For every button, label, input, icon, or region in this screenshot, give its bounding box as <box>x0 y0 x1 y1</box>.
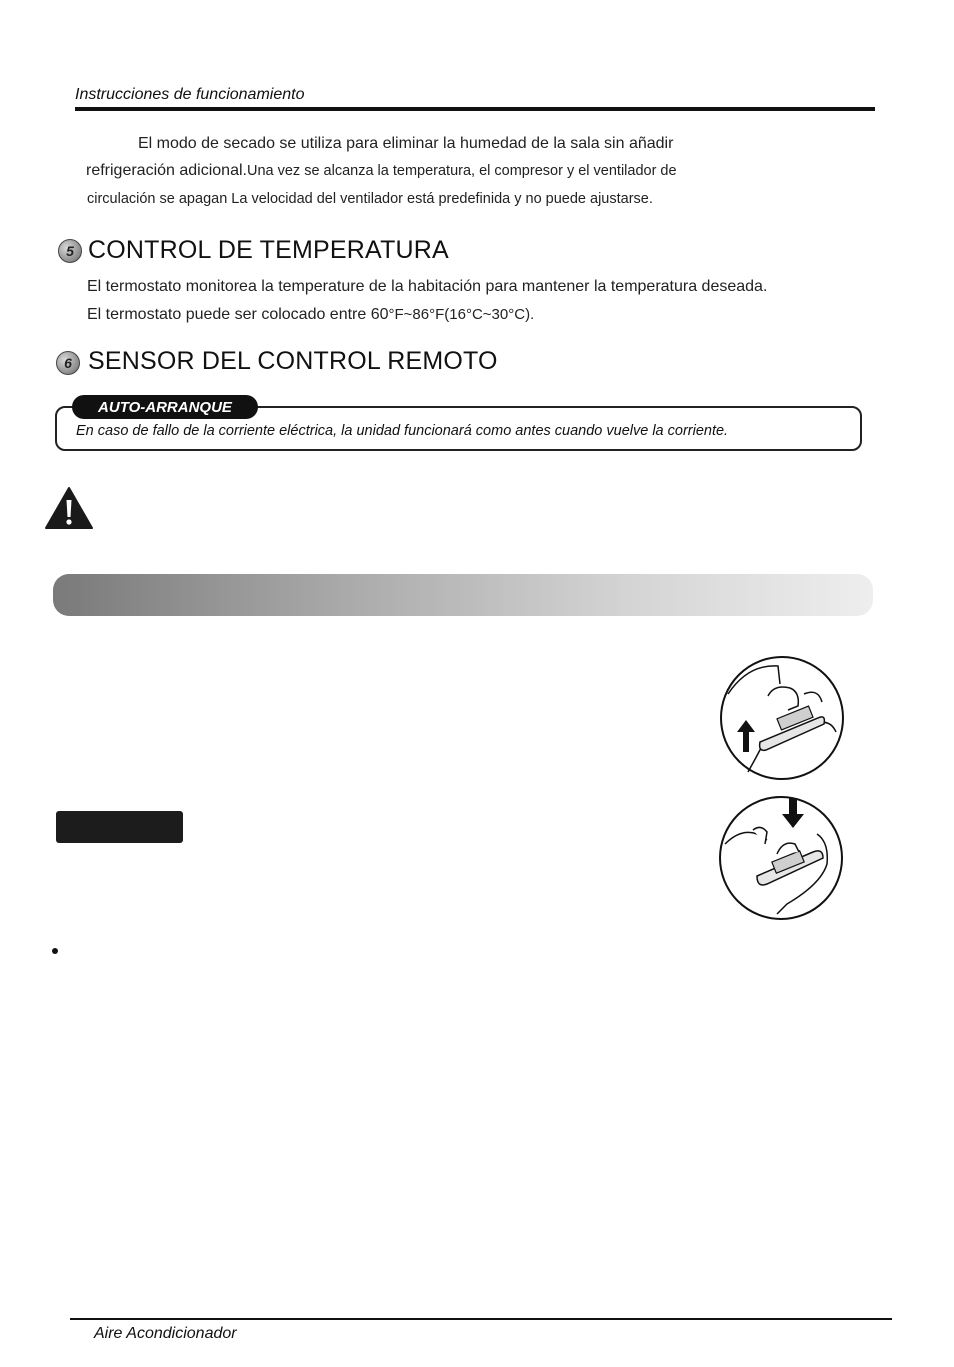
header-divider <box>75 107 875 111</box>
section-5-title: CONTROL DE TEMPERATURA <box>88 236 449 264</box>
page-footer-title: Aire Acondicionador <box>94 1325 237 1342</box>
bullet-point <box>52 948 58 954</box>
page-header-title: Instrucciones de funcionamiento <box>75 86 305 103</box>
section-6-title: SENSOR DEL CONTROL REMOTO <box>88 347 498 375</box>
dry-mode-line-2-main: refrigeración adicional. <box>86 162 247 179</box>
remote-battery-cover-close-illustration <box>717 794 845 922</box>
section-5-line-2-main: El termostato puede ser colocado entre 60 <box>87 306 389 323</box>
footer-divider <box>70 1318 892 1320</box>
section-heading-bar <box>53 574 873 616</box>
dry-mode-line-3: circulación se apagan La velocidad del ventilador está predefinida y no puede ajustarse. <box>87 191 653 207</box>
section-6-badge: 6 <box>56 351 80 375</box>
auto-restart-text: En caso de fallo de la corriente eléctrica, la unidad funcionará como antes cuando vuelve la corriente. <box>76 423 729 439</box>
section-5-line-1: El termostato monitorea la temperature de la habitación para mantener la temperatura deseada. <box>87 278 768 295</box>
temperature-range: °F~86°F(16°C~30°C) <box>388 306 531 323</box>
black-label-box <box>56 811 183 843</box>
dry-mode-line-2 <box>86 163 677 179</box>
dry-mode-line-2-small: Una vez se alcanza la temperatura, el compresor y el ventilador de <box>246 163 677 179</box>
section-5-line-2 <box>87 307 534 323</box>
dry-mode-line-1: El modo de secado se utiliza para eliminar la humedad de la sala sin añadir <box>138 135 674 152</box>
section-5-badge: 5 <box>58 239 82 263</box>
warning-triangle-icon <box>44 486 94 530</box>
section-5-line-2-end: . <box>530 307 535 323</box>
auto-restart-label: AUTO-ARRANQUE <box>72 395 258 419</box>
remote-battery-cover-open-illustration <box>718 654 846 782</box>
